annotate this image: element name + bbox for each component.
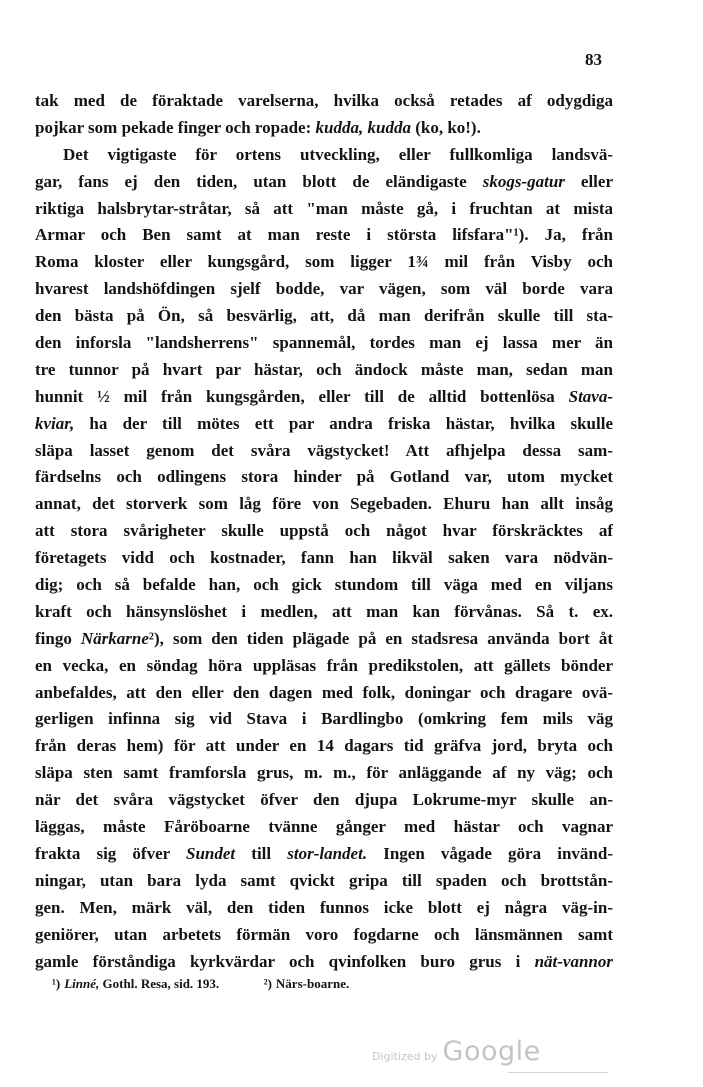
text-line: Roma kloster eller kungsgård, som ligger 1¾ mil från Visby och: [35, 252, 613, 272]
text-line: tak med de föraktade varelserna, hvilka också retades af odygdiga: [35, 91, 613, 110]
text-line: annat, det storverk som låg före von Segebaden. Ehuru han allt insåg: [35, 494, 613, 514]
text-line: läggas, måste Fåröboarne tvänne gånger med hästar och vagnar: [35, 817, 613, 837]
text-line: gen. Men, märk väl, den tiden funnos icke blott ej några väg-in-: [35, 897, 613, 917]
text-line: att stora svårigheter skulle uppstå och något hvar förskräcktes af: [35, 521, 613, 541]
text-line: dig; och så befalde han, och gick stundom till väga med en viljans: [35, 575, 613, 595]
footnote-marker: ¹): [52, 976, 61, 991]
watermark-brand: Google: [442, 1036, 541, 1067]
text-line: gerligen infinna sig vid Stava i Bardlingbo (omkring fem mils väg: [35, 709, 613, 729]
text-line: pojkar som pekade finger och ropade: kudda, kudda (ko, ko!).: [35, 117, 481, 137]
text-line: hunnit ½ mil från kungsgården, eller till de alltid bottenlösa Stava-: [35, 386, 613, 406]
text-line: en vecka, en söndag höra uppläsas från predikstolen, att gällets bönder: [35, 655, 613, 675]
text-line: släpa lasset genom det svåra vägstycket! Att afhjelpa dessa sam-: [35, 440, 613, 460]
footnote-author: Linné,: [64, 976, 100, 991]
text-line: gamle förståndiga kyrkvärdar och qvinfolken buro grus i nät-vannor: [35, 951, 613, 971]
body-text: [35, 88, 613, 975]
text-line: från deras hem) för att under en 14 dagars tid gräfva jord, bryta och: [35, 736, 613, 756]
text-line: kraft och hänsynslöshet i medlen, att man kan förvånas. Så t. ex.: [35, 601, 613, 621]
text-line: företagets vidd och kostnader, fann han likväl saken vara nödvän-: [35, 548, 613, 568]
footnote-text: Gothl. Resa, sid. 193.: [102, 976, 220, 991]
text-line: fingo Närkarne²), som den tiden plägade på en stadsresa använda bort åt: [35, 628, 613, 648]
text-line: den bästa på Ön, så besvärlig, att, då man derifrån skulle till sta-: [35, 306, 613, 326]
digitized-by-watermark: [372, 1036, 541, 1067]
text-line: frakta sig öfver Sundet till stor-landet. Ingen vågade göra invänd-: [35, 843, 613, 863]
text-line: anbefaldes, att den eller den dagen med folk, doningar och dragare ovä-: [35, 682, 613, 702]
footnote-text: Närs-boarne.: [275, 976, 350, 991]
bottom-rule: [508, 1072, 608, 1073]
page-number: 83: [585, 50, 602, 69]
text-line: tre tunnor på hvart par hästar, och ändock måste man, sedan man: [35, 359, 613, 379]
text-line: hvarest landshöfdingen sjelf bodde, var vägen, som väl borde vara: [35, 279, 613, 299]
text-line: kviar, ha der till mötes ett par andra friska hästar, hvilka skulle: [35, 413, 613, 433]
text-line: ningar, utan bara lyda samt qvickt gripa till spaden och brottstån-: [35, 870, 613, 890]
footnotes: [52, 976, 353, 992]
text-line: Det vigtigaste för ortens utveckling, eller fullkomliga landsvä-: [63, 144, 613, 164]
text-line: Armar och Ben samt at man reste i största lifsfara"¹). Ja, från: [35, 225, 613, 245]
text-line: geniörer, utan arbetets förmän voro fogdarne och länsmännen samt: [35, 924, 613, 944]
text-line: färdselns och odlingens stora hinder på Gotland var, utom mycket: [35, 467, 613, 487]
watermark-prefix: Digitized by: [372, 1050, 438, 1063]
text-line: den inforsla "landsherrens" spannemål, tordes man ej lassa mer än: [35, 333, 613, 353]
footnote-marker: ²): [263, 976, 272, 991]
text-line: gar, fans ej den tiden, utan blott de eländigaste skogs-gatur eller: [35, 171, 613, 191]
text-line: släpa sten samt framforsla grus, m. m., för anläggande af ny väg; och: [35, 763, 613, 783]
text-line: riktiga halsbrytar-stråtar, så att "man måste gå, i fruchtan at mista: [35, 198, 613, 218]
text-line: när det svåra vägstycket öfver den djupa Lokrume-myr skulle an-: [35, 790, 613, 810]
